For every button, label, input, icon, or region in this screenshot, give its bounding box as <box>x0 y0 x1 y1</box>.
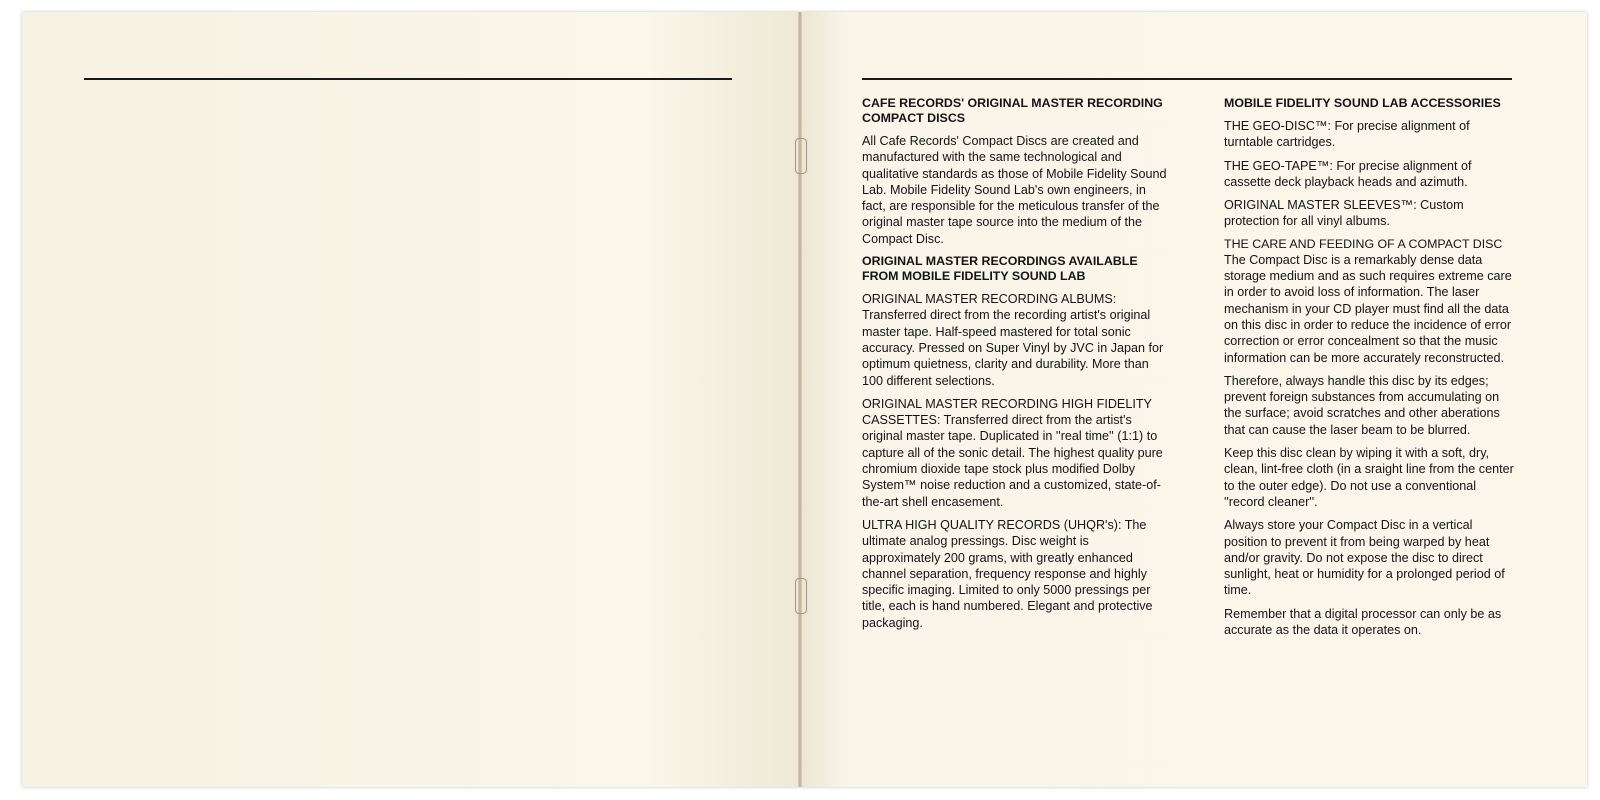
heading-accessories: MOBILE FIDELITY SOUND LAB ACCESSORIES <box>1224 96 1501 110</box>
staple-bottom <box>795 578 807 614</box>
paragraph-digital-processor: Remember that a digital processor can only be as accurate as the data it operates on. <box>1224 606 1502 638</box>
paragraph-handle-edges: Therefore, always handle this disc by its edges; prevent foreign substances from accumulating on the surface; avoid scratches and other aberations that can cause the laser beam to be blurred. <box>1224 373 1500 437</box>
paragraph-albums: ORIGINAL MASTER RECORDING ALBUMS: Transferred direct from the recording artist's original master tape. Half-speed mastered for total sonic accuracy. Pressed on Super Vinyl by JVC in Japan for optimum quietness, clarity and durability. More than 100 different selections. <box>862 292 1164 388</box>
paragraph-store-vertical: Always store your Compact Disc in a vertical position to prevent it from being warped by heat and/or gravity. Do not expose the disc to direct sunlight, heat or humidity for a prolonged period of time. <box>1224 518 1505 598</box>
paragraph-keep-clean: Keep this disc clean by wiping it with a soft, dry, clean, lint-free cloth (in a sraight line from the center to the outer edge). Do not use a conventional ''record cleaner''. <box>1224 446 1514 509</box>
paragraph-cafe-records: All Cafe Records' Compact Discs are created and manufactured with the same technological and qualitative standards as those of Mobile Fidelity Sound Lab. Mobile Fidelity Sound Lab's own engineers, in fact, are responsible for the meticulous transfer of the original master tape source into the medium of the Compact Disc. <box>862 134 1167 246</box>
paragraph-geo-tape: THE GEO-TAPE™: For precise alignment of cassette deck playback heads and azimuth. <box>1224 158 1472 189</box>
paragraph-uhqr: ULTRA HIGH QUALITY RECORDS (UHQR's): The ultimate analog pressings. Disc weight is approximately 200 grams, with greatly enhanced channel separation, frequency response and highly specific imaging. Limited to only 5000 pressings per title, each is hand numbered. Elegant and protective packaging. <box>862 517 1153 630</box>
heading-original-master-recordings: ORIGINAL MASTER RECORDINGS AVAILABLE FROM MOBILE FIDELITY SOUND LAB <box>862 254 1138 284</box>
staple-top <box>795 138 807 174</box>
heading-care-and-feeding: THE CARE AND FEEDING OF A COMPACT DISC <box>1224 236 1503 251</box>
booklet-spine <box>798 12 802 787</box>
paragraph-master-sleeves: ORIGINAL MASTER SLEEVES™: Custom protection for all vinyl albums. <box>1224 198 1464 229</box>
right-page-column-1 <box>862 96 1167 631</box>
left-page <box>22 12 800 787</box>
right-page-rule <box>862 78 1512 80</box>
left-page-rule <box>84 78 732 80</box>
paragraph-cassettes: ORIGINAL MASTER RECORDING HIGH FIDELITY CASSETTES: Transferred direct from the artist's original master tape. Duplicated in ''real time'' (1:1) to capture all of the sonic detail. The highest quality pure chromium dioxide tape stock plus modified Dolby System™ noise reduction and a customized, state-of-the-art shell encasement. <box>862 396 1163 509</box>
paragraph-geo-disc: THE GEO-DISC™: For precise alignment of turntable cartridges. <box>1224 119 1470 150</box>
right-page-column-2 <box>1224 96 1514 638</box>
heading-cafe-records: CAFE RECORDS' ORIGINAL MASTER RECORDING COMPACT DISCS <box>862 96 1163 125</box>
paragraph-compact-disc-care: The Compact Disc is a remarkably dense data storage medium and as such requires extreme care in order to avoid loss of information. The laser mechanism in your CD player must find all the data on this disc in order to reduce the incidence of error correction or error concealment so that the music information can be more accurately reconstructed. <box>1224 252 1512 365</box>
